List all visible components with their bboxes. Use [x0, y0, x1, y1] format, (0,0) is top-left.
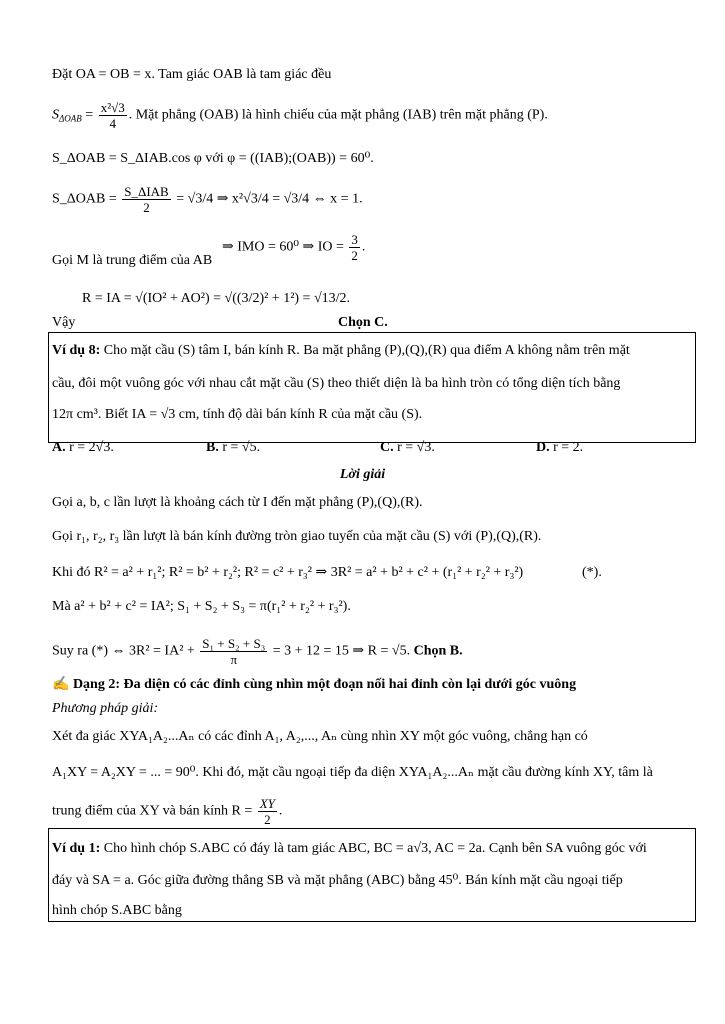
solution-line3: Khi đó R² = a² + r₁²; R² = b² + r₂²; R² = c² + r₃² ⇒ 3R² = a² + b² + c² + (r₁² + r₂² + r₃²) (*). [52, 565, 602, 580]
choice-a: A. r = 2√3. [52, 440, 114, 455]
solution-line1: Gọi a, b, c lần lượt là khoảng cách từ I đến mặt phẳng (P),(Q),(R). [52, 495, 423, 510]
fraction-io: $\frac{3}{2}$ [351, 232, 358, 263]
example-8-line1: Ví dụ 8: Cho mặt cầu (S) tâm I, bán kính R. Ba mặt phẳng (P),(Q),(R) qua điểm A không nằm trên mặt [52, 343, 630, 358]
dang-2-heading: ✍ Dạng 2: Đa diện có các đỉnh cùng nhìn một đoạn nối hai đỉnh còn lại dưới góc vuông [52, 677, 577, 692]
line-radius-result: R = IA = √(IO² + AO²) = √((3/2)² + 1²) = √13/2. [82, 291, 351, 306]
method-line1: Xét đa giác XYA₁A₂...Aₙ có các đỉnh A₁, A₂,..., Aₙ cùng nhìn XY một góc vuông, chẳng hạn có [52, 729, 588, 744]
choice-b: B. r = √5. [206, 440, 261, 455]
choice-d: D. r = 2. [536, 440, 584, 455]
line-conclusion: Vậy Chọn C. [52, 315, 388, 330]
solution-line5: Suy ra (*) ⇔ 3R² = IA² + $\frac{\text{S₁ + S₂ + S₃}}{\pi}$ = 3 + 12 = 15 ⇒ R = √5. Chọn B. [52, 636, 463, 667]
fraction-sidb: $\frac{\text{S\_ΔIAB}}{2}$ [124, 184, 169, 215]
fraction-xy-over-2: $\frac{XY}{2}$ [259, 796, 275, 827]
line-midpoint-m: Gọi M là trung điểm của AB [52, 253, 213, 268]
writing-hand-icon: ✍ [52, 677, 70, 692]
choice-c: C. r = √3. [380, 440, 435, 455]
example-1-line1: Ví dụ 1: Cho hình chóp S.ABC có đáy là tam giác ABC, BC = a√3, AC = 2a. Cạnh bên SA vuông góc với [52, 841, 647, 856]
method-line3: trung điểm của XY và bán kính R = $\frac{XY}{2}$ . [52, 796, 283, 827]
solution-line2: Gọi r₁, r₂, r₃ lần lượt là bán kính đường tròn giao tuyến của mặt cầu (S) với (P),(Q),(R). [52, 529, 542, 544]
line-angle-imo: ⇒ IMO = 60⁰ ⇒ IO = $\frac{3}{2}$ . [222, 232, 366, 263]
example-1-line2: đáy và SA = a. Góc giữa đường thẳng SB và mặt phẳng (ABC) bằng 45⁰. Bán kính mặt cầu ngoại tiếp [52, 873, 623, 888]
line-area-formula: $S_{\Delta OAB}$ = $\frac{\text{x²√3}}{4}$ . Mặt phẳng (OAB) là hình chiếu của mặt phẳng (IAB) trên mặt phẳng (P). [52, 100, 548, 131]
fraction-area: $\frac{\text{x²√3}}{4}$ [100, 100, 125, 131]
line-dat-oa: Đặt OA = OB = x. Tam giác OAB là tam giác đều [52, 67, 332, 82]
example-8-line3: 12π cm³. Biết IA = √3 cm, tính độ dài bán kính R của mặt cầu (S). [52, 407, 423, 422]
line-projection-area: S_ΔOAB = S_ΔIAB.cos φ với φ = ((IAB);(OAB)) = 60⁰. [52, 151, 374, 166]
solution-line4: Mà a² + b² + c² = IA²; S₁ + S₂ + S₃ = π(r₁² + r₂² + r₃²). [52, 599, 351, 614]
method-line2: A₁XY = A₂XY = ... = 90⁰. Khi đó, mặt cầu ngoại tiếp đa diện XYA₁A₂...Aₙ mặt cầu đường kính XY, tâm là [52, 765, 653, 780]
example-1-line3: hình chóp S.ABC bằng [52, 903, 182, 918]
line-solve-x: S_ΔOAB = $\frac{\text{S\_ΔIAB}}{2}$ = √3/4 ⇒ x²√3/4 = √3/4 ⇔ x = 1. [52, 184, 363, 215]
method-heading: Phương pháp giải: [52, 701, 159, 716]
example-8-line2: cầu, đôi một vuông góc với nhau cắt mặt cầu (S) theo thiết diện là ba hình tròn có tổng diện tích bằng [52, 376, 621, 391]
fraction-s-over-pi: $\frac{\text{S₁ + S₂ + S₃}}{\pi}$ [202, 636, 266, 667]
solution-heading: Lời giải [339, 467, 386, 482]
